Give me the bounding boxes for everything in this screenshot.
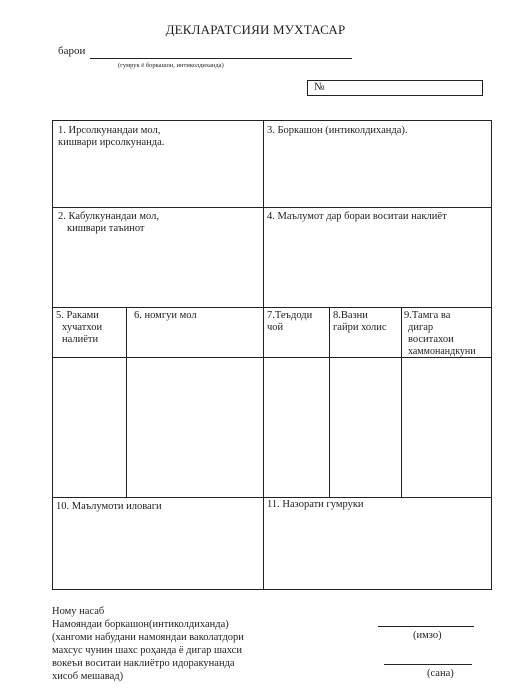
baroi-label: барои [58,45,86,57]
baroi-hint: (гумрук ё боркашон, интиколдиханда) [118,62,224,69]
declaration-form [52,120,492,590]
divider-col-7-8 [329,307,330,497]
footer-text: Ному насаб Намояндаи боркашон(интиколдиханда) (хангоми набудани намояндаи ваколатдори махсус чунин шахс роҳанда ё дигар шахси вокеъи воситаи наклиётро идоракунанда хисоб мешавад) [52,606,244,682]
field-2-label: 2. Кабулкунандаи мол, кишвари таъинот [58,211,159,234]
divider-col-main-top [263,121,264,307]
number-label: № [314,81,325,93]
field-8-label: 8.Вазни гайри холис [333,310,387,333]
date-caption: (сана) [427,668,454,679]
field-3-label: 3. Боркашон (интиколдиханда). [267,125,408,136]
divider-col-6-7 [263,307,264,497]
field-6-label: 6. номгуи мол [134,310,197,321]
divider-col-5-6 [126,307,127,497]
field-10-label: 10. Маълумоти иловаги [56,501,162,512]
date-line[interactable] [384,664,472,665]
field-11-label: 11. Назорати гумруки [267,499,364,510]
field-9-label: 9.Тамга ва дигар воситахои хаммонандкуни [404,310,476,357]
field-4-label: 4. Маълумот дар бораи воситаи наклиёт [267,211,447,222]
baroi-input-line[interactable] [90,58,352,59]
divider-col-8-9 [401,307,402,497]
field-7-label: 7.Теъдоди чой [267,310,313,333]
divider-col-bottom [263,497,264,589]
divider-row-4 [53,497,491,498]
divider-row-1 [53,207,491,208]
field-1-label: 1. Ирсолкунандаи мол, кишвари ирсолкунанда. [58,125,165,148]
divider-row-2 [53,307,491,308]
document-title: ДЕКЛАРАТСИЯИ МУХТАСАР [165,22,346,37]
field-5-label: 5. Раками хучатхои налиёти [56,310,103,345]
number-field[interactable] [307,80,483,96]
signature-caption: (имзо) [413,630,442,641]
signature-line[interactable] [378,626,474,627]
